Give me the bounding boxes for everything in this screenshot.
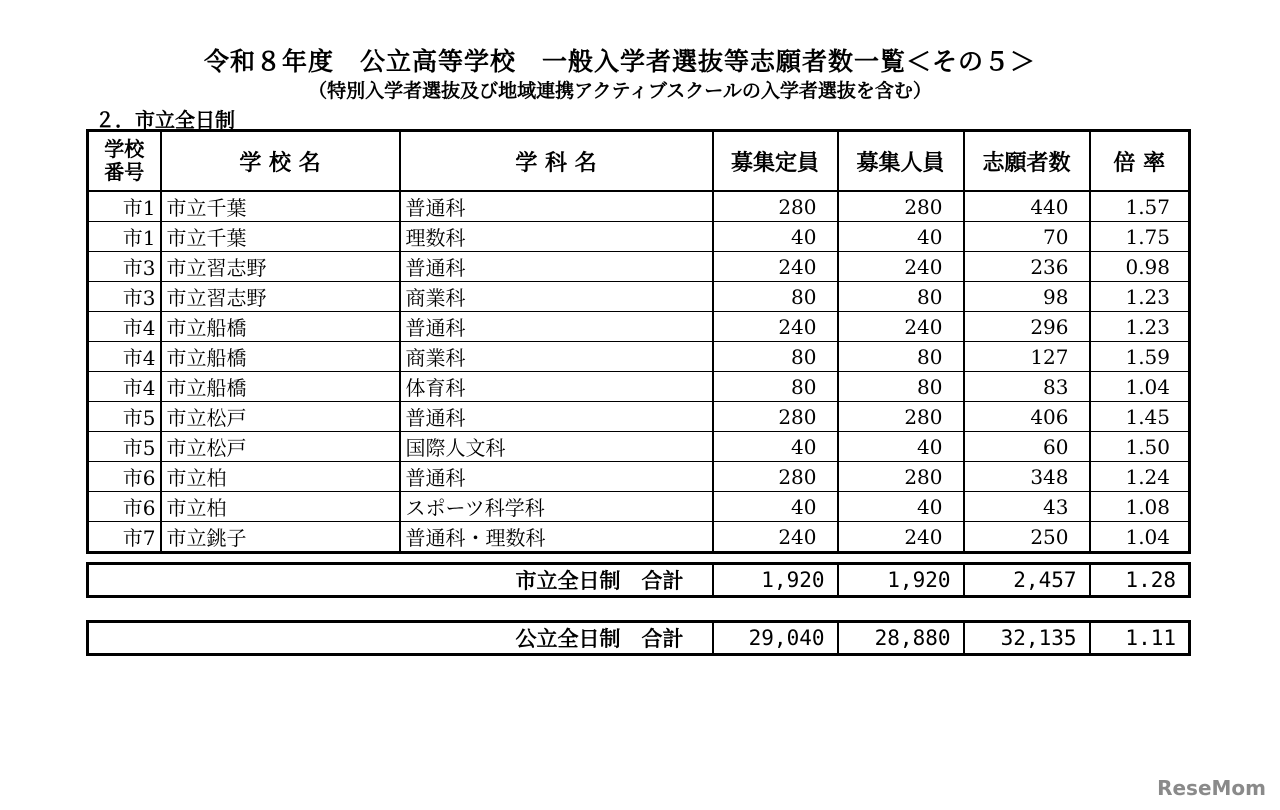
cell-ratio: 1.50 bbox=[1090, 432, 1190, 462]
cell-school-no: 市3 bbox=[88, 252, 161, 282]
header-school-no bbox=[88, 131, 161, 192]
cell-applicants: 83 bbox=[964, 372, 1090, 402]
cell-capacity: 40 bbox=[713, 432, 838, 462]
cell-department: 普通科・理数科 bbox=[400, 522, 713, 553]
public-total-table bbox=[86, 620, 1191, 656]
public-total-applicants: 32,135 bbox=[964, 622, 1090, 655]
cell-school-name: 市立船橋 bbox=[161, 312, 400, 342]
cell-department: スポーツ科学科 bbox=[400, 492, 713, 522]
cell-school-no: 市6 bbox=[88, 492, 161, 522]
cell-ratio: 1.08 bbox=[1090, 492, 1190, 522]
cell-school-no: 市1 bbox=[88, 191, 161, 222]
cell-applicants: 127 bbox=[964, 342, 1090, 372]
cell-department: 普通科 bbox=[400, 252, 713, 282]
table-row bbox=[88, 252, 1190, 282]
cell-recruit: 280 bbox=[838, 402, 964, 432]
cell-school-name: 市立松戸 bbox=[161, 432, 400, 462]
cell-capacity: 280 bbox=[713, 191, 838, 222]
cell-capacity: 240 bbox=[713, 252, 838, 282]
public-total-ratio: 1.11 bbox=[1090, 622, 1190, 655]
cell-school-no: 市4 bbox=[88, 312, 161, 342]
cell-school-name: 市立柏 bbox=[161, 492, 400, 522]
header-applicants: 志願者数 bbox=[964, 131, 1090, 192]
header-recruit: 募集人員 bbox=[838, 131, 964, 192]
cell-school-no: 市4 bbox=[88, 372, 161, 402]
cell-ratio: 0.98 bbox=[1090, 252, 1190, 282]
cell-capacity: 280 bbox=[713, 462, 838, 492]
public-total-capacity: 29,040 bbox=[713, 622, 838, 655]
cell-recruit: 280 bbox=[838, 191, 964, 222]
city-total-row bbox=[88, 564, 1190, 597]
cell-school-no: 市4 bbox=[88, 342, 161, 372]
cell-school-no: 市3 bbox=[88, 282, 161, 312]
header-ratio: 倍 率 bbox=[1090, 131, 1190, 192]
cell-school-name: 市立船橋 bbox=[161, 342, 400, 372]
cell-capacity: 80 bbox=[713, 372, 838, 402]
cell-ratio: 1.23 bbox=[1090, 312, 1190, 342]
cell-recruit: 240 bbox=[838, 522, 964, 553]
cell-school-no: 市5 bbox=[88, 402, 161, 432]
header-school-no-line1: 学校 bbox=[104, 137, 145, 161]
cell-department: 普通科 bbox=[400, 402, 713, 432]
header-department: 学 科 名 bbox=[400, 131, 713, 192]
cell-capacity: 40 bbox=[713, 222, 838, 252]
cell-applicants: 250 bbox=[964, 522, 1090, 553]
table-row bbox=[88, 522, 1190, 553]
table-row bbox=[88, 402, 1190, 432]
city-total-capacity: 1,920 bbox=[713, 564, 838, 597]
table-row bbox=[88, 432, 1190, 462]
city-total-recruit: 1,920 bbox=[838, 564, 964, 597]
section-heading: ２．市立全日制 bbox=[95, 108, 235, 132]
cell-ratio: 1.23 bbox=[1090, 282, 1190, 312]
cell-school-name: 市立千葉 bbox=[161, 222, 400, 252]
document-title: 令和８年度 公立高等学校 一般入学者選抜等志願者数一覧＜その５＞ bbox=[203, 47, 1036, 76]
table-row bbox=[88, 191, 1190, 222]
header-school-name: 学 校 名 bbox=[161, 131, 400, 192]
cell-department: 理数科 bbox=[400, 222, 713, 252]
cell-ratio: 1.24 bbox=[1090, 462, 1190, 492]
cell-capacity: 80 bbox=[713, 282, 838, 312]
header-capacity: 募集定員 bbox=[713, 131, 838, 192]
cell-applicants: 440 bbox=[964, 191, 1090, 222]
public-total-recruit: 28,880 bbox=[838, 622, 964, 655]
table-row bbox=[88, 222, 1190, 252]
cell-school-no: 市5 bbox=[88, 432, 161, 462]
city-total-table bbox=[86, 562, 1191, 598]
document-subtitle: （特別入学者選抜及び地域連携アクティブスクールの入学者選抜を含む） bbox=[308, 80, 932, 102]
city-total-applicants: 2,457 bbox=[964, 564, 1090, 597]
cell-recruit: 280 bbox=[838, 462, 964, 492]
cell-recruit: 240 bbox=[838, 312, 964, 342]
cell-capacity: 80 bbox=[713, 342, 838, 372]
cell-applicants: 296 bbox=[964, 312, 1090, 342]
table-row bbox=[88, 372, 1190, 402]
table-row bbox=[88, 342, 1190, 372]
cell-school-no: 市6 bbox=[88, 462, 161, 492]
cell-recruit: 80 bbox=[838, 372, 964, 402]
cell-capacity: 240 bbox=[713, 522, 838, 553]
cell-recruit: 40 bbox=[838, 222, 964, 252]
cell-applicants: 406 bbox=[964, 402, 1090, 432]
cell-applicants: 348 bbox=[964, 462, 1090, 492]
cell-applicants: 98 bbox=[964, 282, 1090, 312]
cell-applicants: 60 bbox=[964, 432, 1090, 462]
cell-school-name: 市立松戸 bbox=[161, 402, 400, 432]
cell-school-name: 市立千葉 bbox=[161, 191, 400, 222]
city-total-ratio: 1.28 bbox=[1090, 564, 1190, 597]
cell-ratio: 1.04 bbox=[1090, 522, 1190, 553]
table-row bbox=[88, 492, 1190, 522]
cell-school-name: 市立銚子 bbox=[161, 522, 400, 553]
table-row bbox=[88, 462, 1190, 492]
table-row bbox=[88, 282, 1190, 312]
cell-recruit: 80 bbox=[838, 282, 964, 312]
cell-applicants: 43 bbox=[964, 492, 1090, 522]
cell-school-no: 市1 bbox=[88, 222, 161, 252]
cell-school-name: 市立船橋 bbox=[161, 372, 400, 402]
cell-school-name: 市立習志野 bbox=[161, 282, 400, 312]
public-total-row bbox=[88, 622, 1190, 655]
applicants-table bbox=[86, 129, 1191, 554]
cell-capacity: 280 bbox=[713, 402, 838, 432]
cell-recruit: 240 bbox=[838, 252, 964, 282]
cell-ratio: 1.75 bbox=[1090, 222, 1190, 252]
cell-department: 普通科 bbox=[400, 191, 713, 222]
resemom-logo: ReseMom bbox=[1157, 776, 1266, 800]
city-total-label: 市立全日制 合計 bbox=[515, 569, 684, 593]
cell-school-no: 市7 bbox=[88, 522, 161, 553]
cell-department: 国際人文科 bbox=[400, 432, 713, 462]
cell-applicants: 236 bbox=[964, 252, 1090, 282]
table-header-row bbox=[88, 131, 1190, 192]
cell-ratio: 1.45 bbox=[1090, 402, 1190, 432]
cell-department: 体育科 bbox=[400, 372, 713, 402]
table-body bbox=[88, 191, 1190, 553]
cell-department: 商業科 bbox=[400, 342, 713, 372]
table-row bbox=[88, 312, 1190, 342]
cell-applicants: 70 bbox=[964, 222, 1090, 252]
header-school-no-line2: 番号 bbox=[104, 160, 145, 184]
cell-recruit: 40 bbox=[838, 432, 964, 462]
cell-capacity: 240 bbox=[713, 312, 838, 342]
public-total-label: 公立全日制 合計 bbox=[515, 627, 684, 651]
cell-capacity: 40 bbox=[713, 492, 838, 522]
cell-recruit: 80 bbox=[838, 342, 964, 372]
cell-school-name: 市立習志野 bbox=[161, 252, 400, 282]
cell-department: 普通科 bbox=[400, 312, 713, 342]
cell-ratio: 1.57 bbox=[1090, 191, 1190, 222]
cell-department: 商業科 bbox=[400, 282, 713, 312]
cell-ratio: 1.59 bbox=[1090, 342, 1190, 372]
cell-recruit: 40 bbox=[838, 492, 964, 522]
cell-department: 普通科 bbox=[400, 462, 713, 492]
cell-school-name: 市立柏 bbox=[161, 462, 400, 492]
cell-ratio: 1.04 bbox=[1090, 372, 1190, 402]
